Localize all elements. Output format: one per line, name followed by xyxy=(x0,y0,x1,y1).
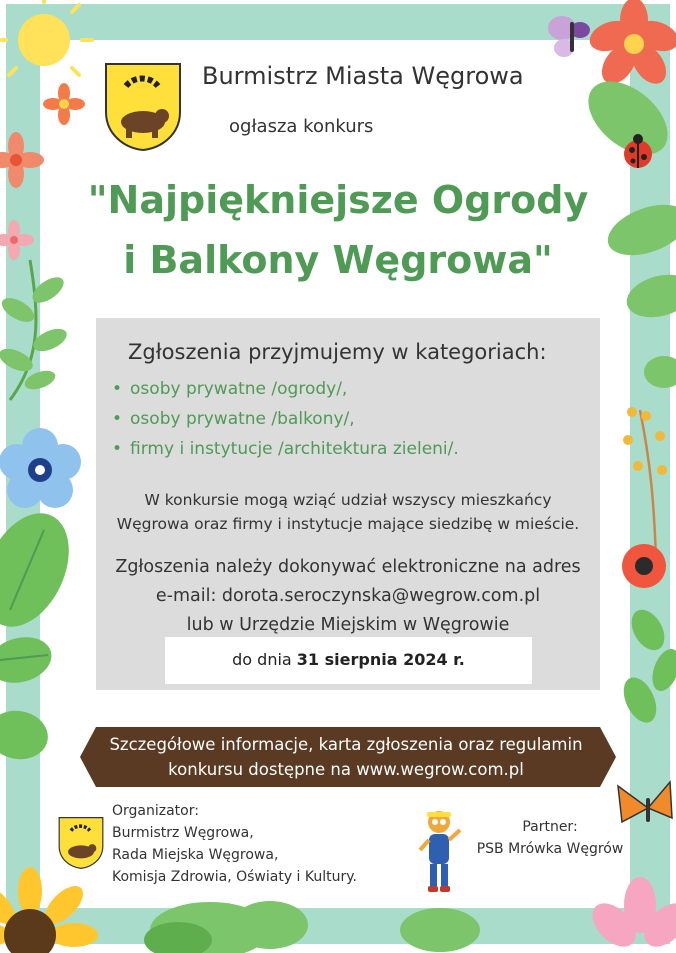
organizer-label: Organizator: xyxy=(112,803,199,819)
orange-flower-icon xyxy=(43,83,85,125)
categories-list xyxy=(112,374,459,464)
red-flower-icon xyxy=(586,0,676,90)
category-item: • firmy i instytucje /architektura zieleni/. xyxy=(112,434,459,464)
sunflower-icon xyxy=(0,867,98,953)
organizer-block xyxy=(112,800,357,888)
organizer-line: Burmistrz Węgrowa, xyxy=(112,825,254,841)
submission-line-3: lub w Urzędzie Miejskim w Węgrowie xyxy=(186,615,510,635)
coat-of-arms-small-icon xyxy=(58,816,104,870)
headline-line-1: "Najpiękniejsze Ogrody xyxy=(87,178,589,222)
info-banner-line-1: Szczegółowe informacje, karta zgłoszenia oraz regulamin xyxy=(109,735,583,754)
blue-flower-icon xyxy=(0,428,81,508)
info-banner-line-2[interactable]: konkursu dostępne na www.wegrow.com.pl xyxy=(168,760,524,779)
category-item: • osoby prywatne /ogrody/, xyxy=(112,374,459,404)
header-organizer: Burmistrz Miasta Węgrowa xyxy=(202,62,524,90)
submission-text xyxy=(86,553,610,640)
poppy-icon xyxy=(622,544,666,588)
headline-line-2: i Balkony Węgrowa" xyxy=(123,238,553,282)
butterfly-icon xyxy=(548,16,590,57)
partner-block xyxy=(470,816,630,860)
categories-title: Zgłoszenia przyjmujemy w kategoriach: xyxy=(128,340,547,364)
berry-branch-icon xyxy=(623,407,667,560)
deadline-date: 31 sierpnia 2024 r. xyxy=(296,650,465,669)
ant-mascot-icon xyxy=(414,808,464,894)
eligibility-text xyxy=(96,488,600,536)
right-branch-icon xyxy=(617,604,676,728)
pink-bloom-icon xyxy=(584,877,676,953)
partner-label: Partner: xyxy=(522,819,578,835)
sun-icon xyxy=(0,0,92,75)
coat-of-arms-icon xyxy=(104,62,182,152)
big-leaf-icon xyxy=(0,500,86,764)
organizer-line: Rada Miejska Węgrowa, xyxy=(112,847,279,863)
organizer-line: Komisja Zdrowia, Oświaty i Kultury. xyxy=(112,869,357,885)
info-banner xyxy=(76,732,616,782)
eligibility-line-2: Węgrowa oraz firmy i instytucje mające siedzibę w mieście. xyxy=(116,515,580,533)
deadline-text xyxy=(165,650,532,669)
deadline-prefix: do dnia xyxy=(232,650,297,669)
submission-email[interactable]: e-mail: dorota.seroczynska@wegrow.com.pl xyxy=(155,586,541,606)
bush-icon xyxy=(144,901,480,953)
category-item: • osoby prywatne /balkony/, xyxy=(112,404,459,434)
partner-name: PSB Mrówka Węgrów xyxy=(476,841,624,857)
header-announces: ogłasza konkurs xyxy=(229,116,374,137)
submission-line-1: Zgłoszenia należy dokonywać elektroniczne na adres xyxy=(115,557,581,577)
eligibility-line-1: W konkursie mogą wziąć udział wszyscy mieszkańcy xyxy=(144,491,552,509)
